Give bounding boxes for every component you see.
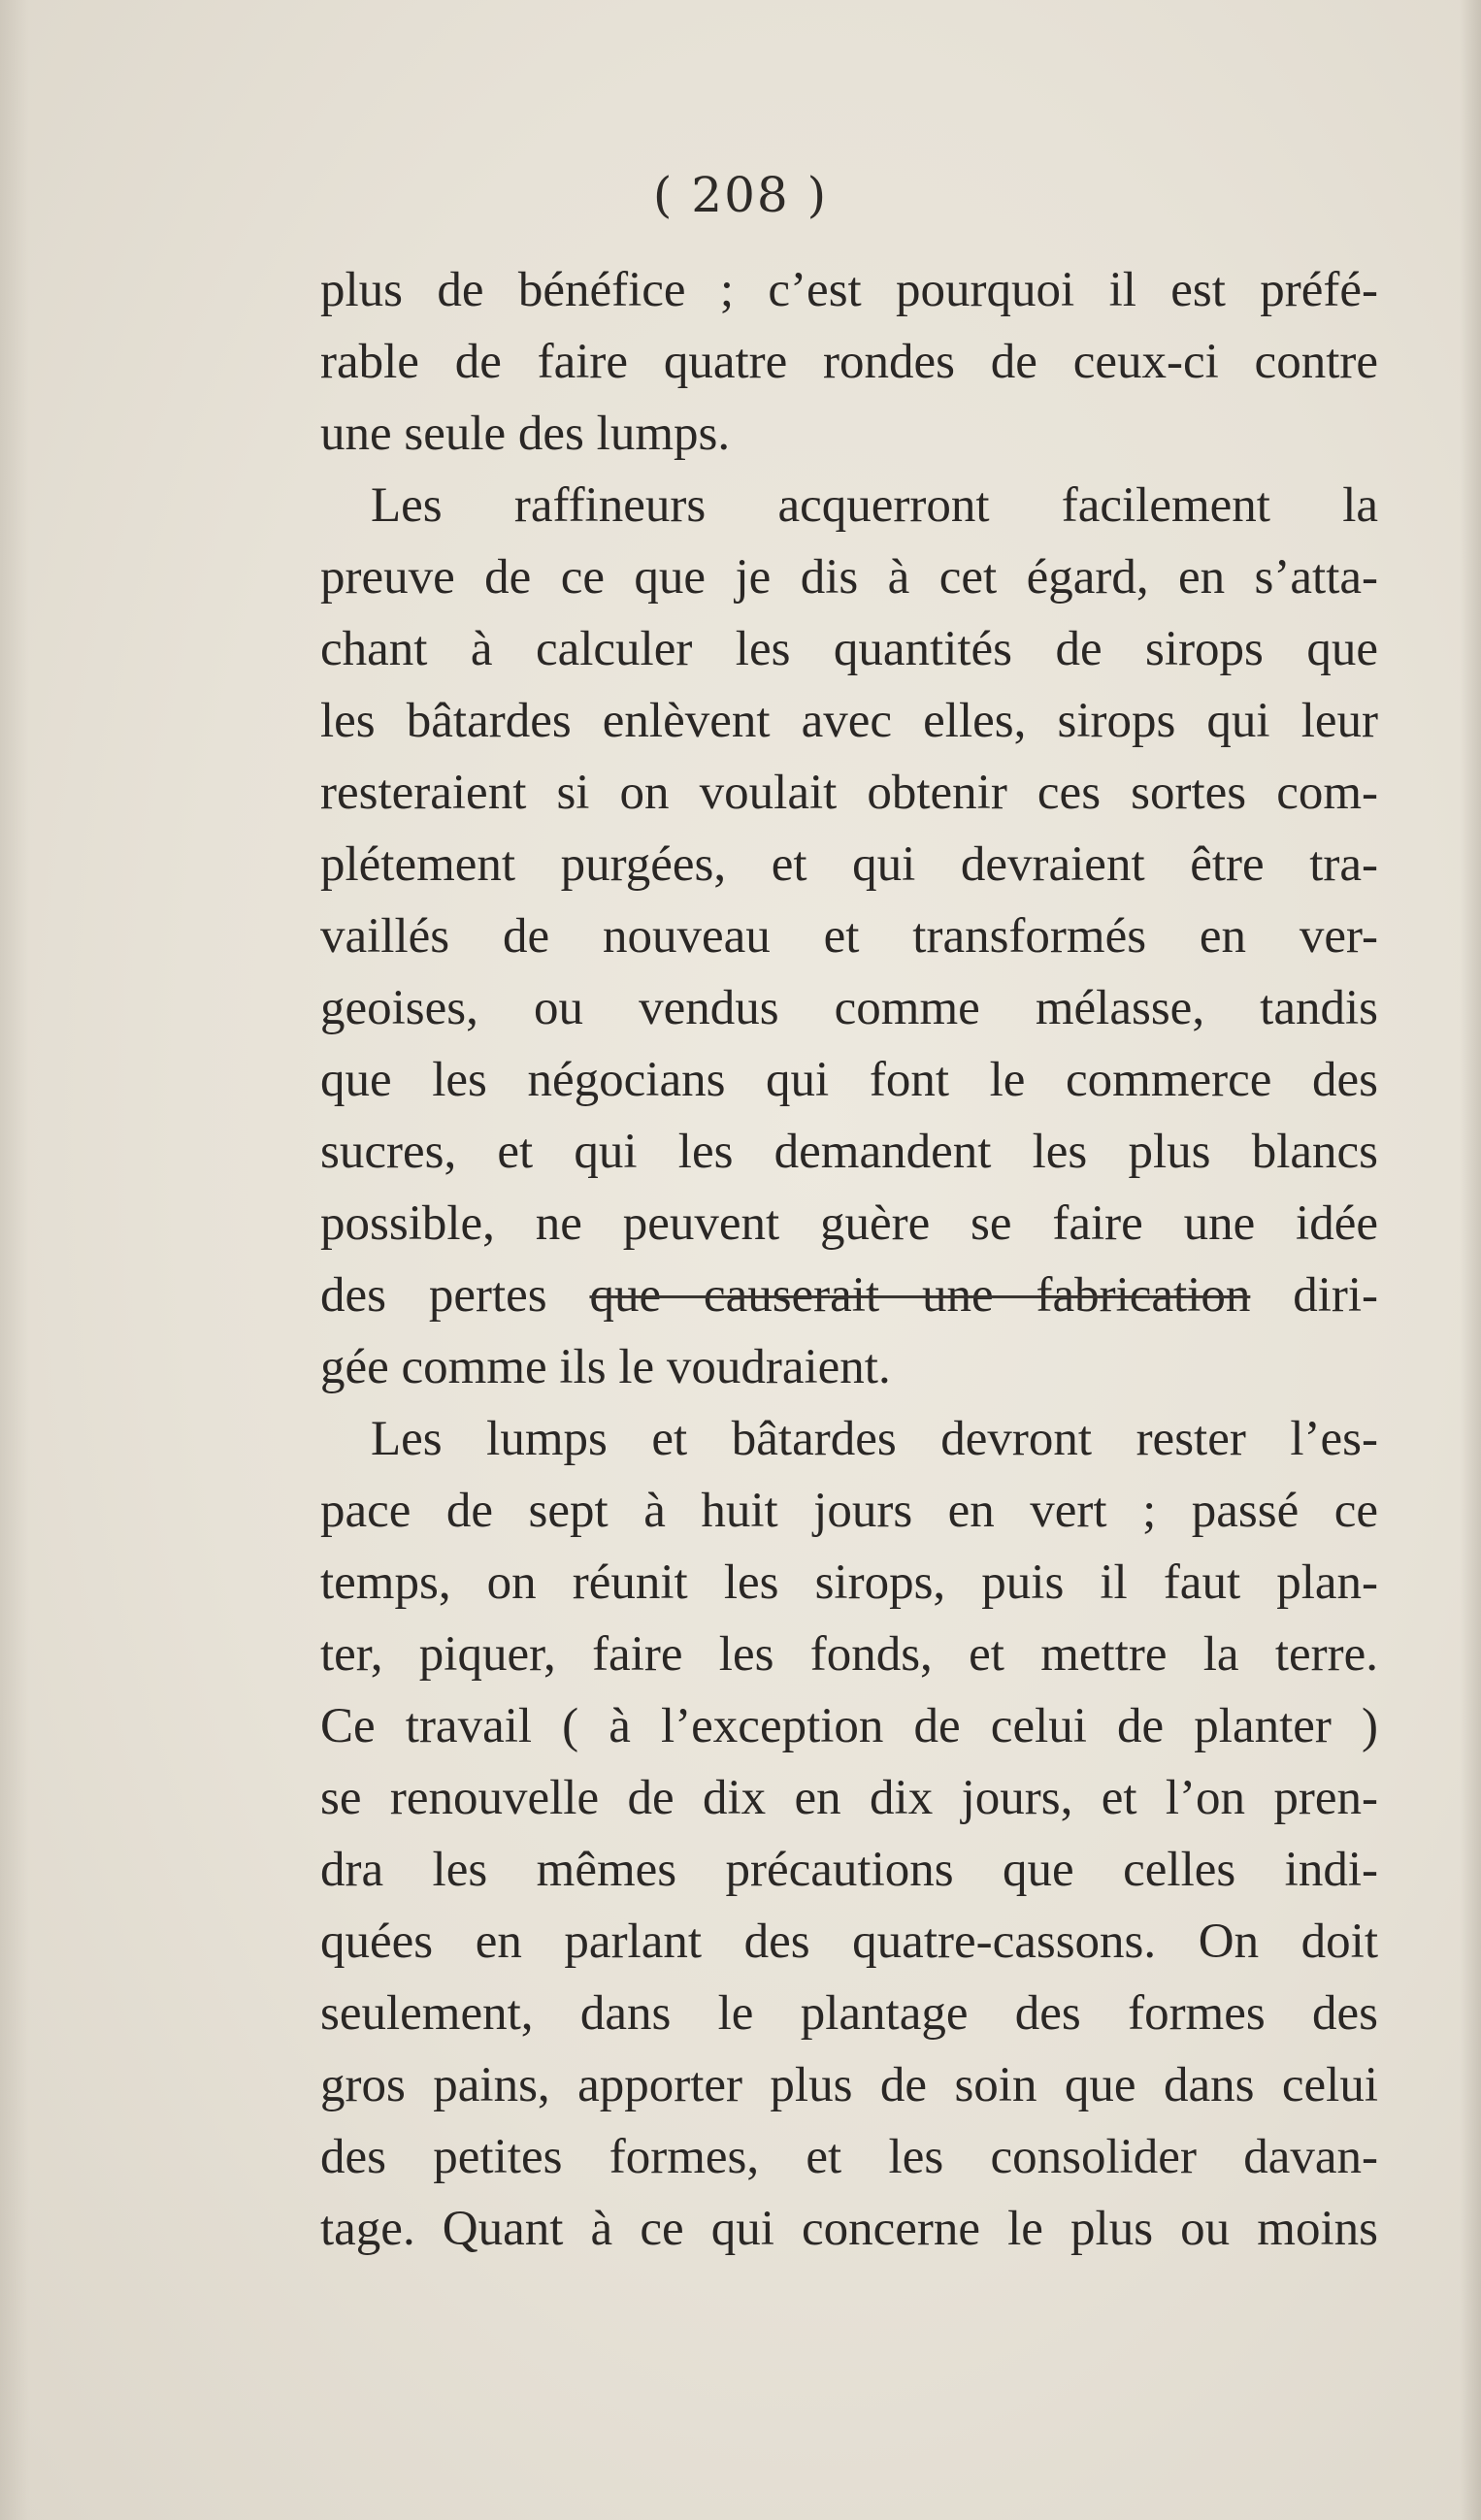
text-line-struck [320, 1260, 1378, 1331]
text-line: resteraient si on voulait obtenir ces sortes com- [320, 766, 1378, 820]
text-line: que les négocians qui font le commerce des [320, 1053, 1378, 1107]
text-line: les bâtardes enlèvent avec elles, sirops qui leur [320, 694, 1378, 748]
text-line: tage. Quant à ce qui concerne le plus ou moins [320, 2202, 1378, 2256]
text-line: une seule des lumps. [320, 407, 731, 461]
text-line: preuve de ce que je dis à cet égard, en s’atta- [320, 550, 1378, 605]
text-line: seulement, dans le plantage des formes des [320, 1986, 1378, 2041]
text-line: gée comme ils le voudraient. [320, 1340, 891, 1394]
page-gutter-shadow [0, 0, 29, 2520]
struck-suffix: diri- [1250, 1268, 1379, 1323]
struck-text: que causerait une fabrication [589, 1268, 1251, 1323]
text-line: quées en parlant des quatre-cassons. On doit [320, 1915, 1378, 1969]
text-line: dra les mêmes précautions que celles indi- [320, 1843, 1378, 1897]
text-line: des petites formes, et les consolider davan- [320, 2130, 1378, 2184]
text-line: chant à calculer les quantités de sirops que [320, 622, 1378, 676]
text-line: Les lumps et bâtardes devront rester l’es- [371, 1412, 1378, 1466]
text-line: pace de sept à huit jours en vert ; passé ce [320, 1484, 1378, 1538]
text-line: plus de bénéfice ; c’est pourquoi il est préfé- [320, 263, 1378, 317]
text-line: possible, ne peuvent guère se faire une idée [320, 1196, 1378, 1251]
page-number: ( 208 ) [652, 167, 829, 223]
body-text [320, 254, 1378, 2265]
text-line: Les raffineurs acquerront facilement la [371, 478, 1378, 533]
text-line: Ce travail ( à l’exception de celui de planter ) [320, 1699, 1378, 1753]
page-edge-shadow [1460, 0, 1481, 2520]
text-line: gros pains, apporter plus de soin que dans celui [320, 2058, 1378, 2112]
text-line: temps, on réunit les sirops, puis il faut plan- [320, 1555, 1378, 1610]
text-line: geoises, ou vendus comme mélasse, tandis [320, 981, 1378, 1035]
text-line: plétement purgées, et qui devraient être tra- [320, 837, 1378, 892]
text-line: sucres, et qui les demandent les plus blancs [320, 1125, 1378, 1179]
text-line: ter, piquer, faire les fonds, et mettre la terre. [320, 1627, 1378, 1682]
text-line: rable de faire quatre rondes de ceux-ci contre [320, 335, 1378, 389]
struck-prefix: des pertes [320, 1268, 590, 1323]
text-line: se renouvelle de dix en dix jours, et l’on pren- [320, 1771, 1378, 1825]
text-line: vaillés de nouveau et transformés en ver- [320, 909, 1378, 964]
